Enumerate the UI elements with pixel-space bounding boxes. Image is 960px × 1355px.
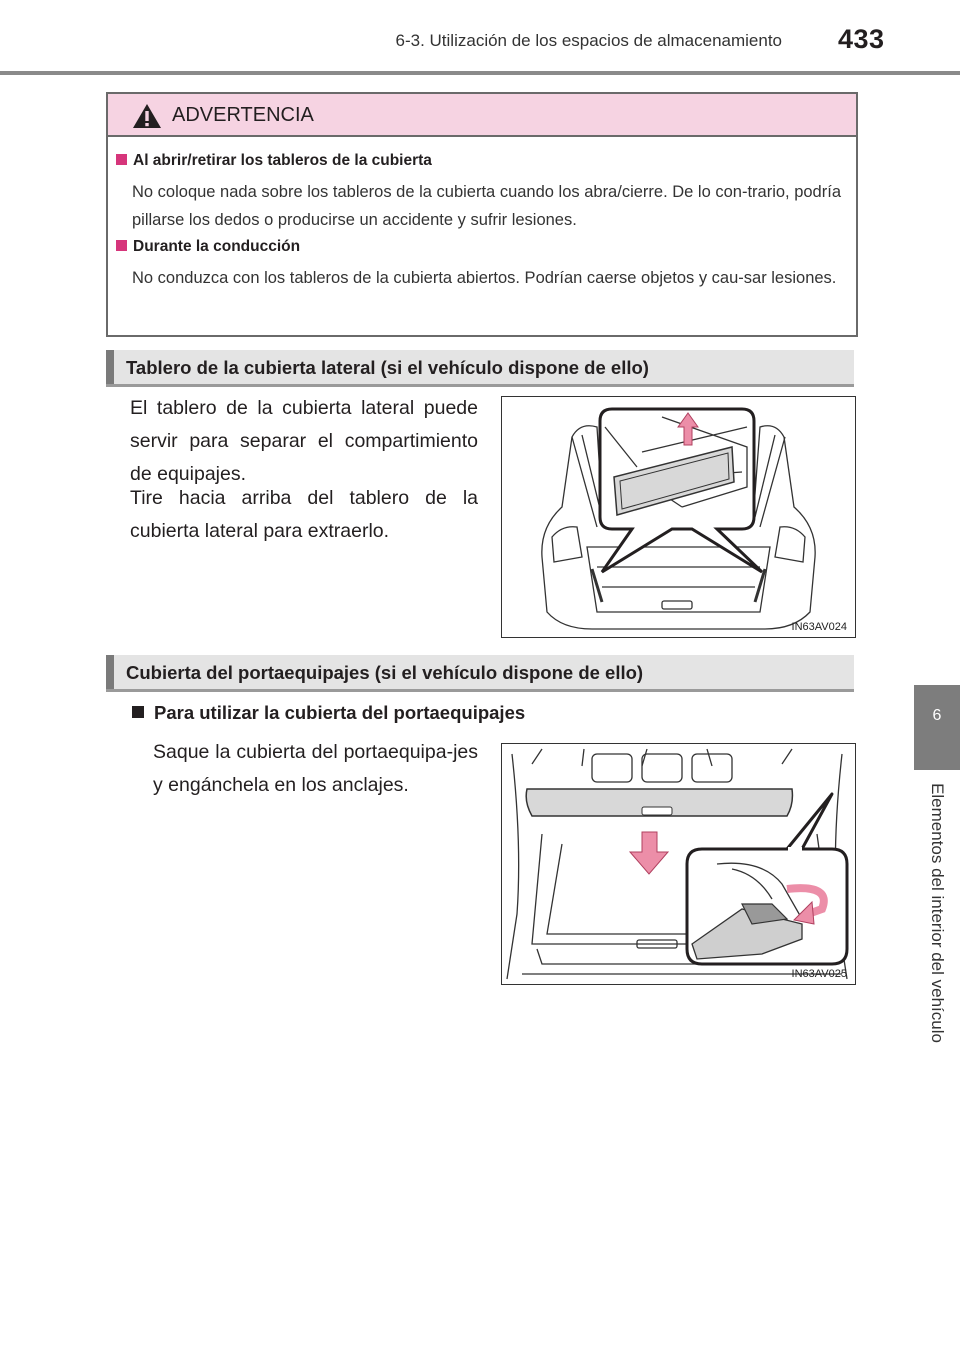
warning-title: ADVERTENCIA bbox=[172, 104, 314, 126]
warning-item-text: No coloque nada sobre los tableros de la cubierta cuando los abra/cierre. De lo con-trario, podría pillarse los dedos o producirse un accidente y sufrir lesiones. bbox=[132, 183, 841, 229]
warning-item-title: Al abrir/retirar los tableros de la cubierta bbox=[116, 152, 432, 170]
section-heading bbox=[106, 655, 854, 692]
chapter-label: Elementos del interior del vehículo bbox=[928, 783, 947, 1043]
pink-square-bullet-icon bbox=[116, 240, 127, 251]
section-bar bbox=[106, 350, 114, 384]
pink-square-bullet-icon bbox=[116, 154, 127, 165]
subheading: Para utilizar la cubierta del portaequipajes bbox=[132, 702, 525, 724]
running-header: 6-3. Utilización de los espacios de almacenamiento bbox=[395, 31, 782, 50]
figure-tonneau-cover bbox=[501, 743, 856, 985]
warning-item-text: No conduzca con los tableros de la cubierta abiertos. Podrían caerse objetos y cau-sar lesiones. bbox=[132, 269, 837, 287]
page-number: 433 bbox=[838, 24, 885, 54]
section-title: Tablero de la cubierta lateral (si el vehículo dispone de ello) bbox=[126, 357, 649, 378]
warning-item-title: Durante la conducción bbox=[116, 238, 300, 256]
body-paragraph: Tire hacia arriba del tablero de la cubierta lateral para extraerlo. bbox=[130, 487, 478, 542]
section-heading bbox=[106, 350, 854, 387]
warning-triangle-icon bbox=[132, 103, 162, 129]
header-rule bbox=[0, 71, 960, 75]
black-square-bullet-icon bbox=[132, 706, 144, 718]
chapter-number: 6 bbox=[932, 707, 942, 724]
warning-header bbox=[108, 94, 856, 137]
section-bar bbox=[106, 655, 114, 689]
warning-box bbox=[106, 92, 858, 337]
tonneau-cover-illustration bbox=[502, 744, 855, 984]
section-title: Cubierta del portaequipajes (si el vehículo dispone de ello) bbox=[126, 662, 644, 683]
figure-code: IN63AV025 bbox=[791, 968, 847, 980]
figure-side-board bbox=[501, 396, 856, 638]
body-paragraph: El tablero de la cubierta lateral puede servir para separar el compartimiento de equipajes. bbox=[130, 397, 478, 485]
side-board-illustration bbox=[502, 397, 855, 637]
body-paragraph: Saque la cubierta del portaequipa-jes y engánchela en los anclajes. bbox=[153, 741, 478, 796]
chapter-tab bbox=[914, 685, 960, 770]
figure-code: IN63AV024 bbox=[791, 621, 847, 633]
